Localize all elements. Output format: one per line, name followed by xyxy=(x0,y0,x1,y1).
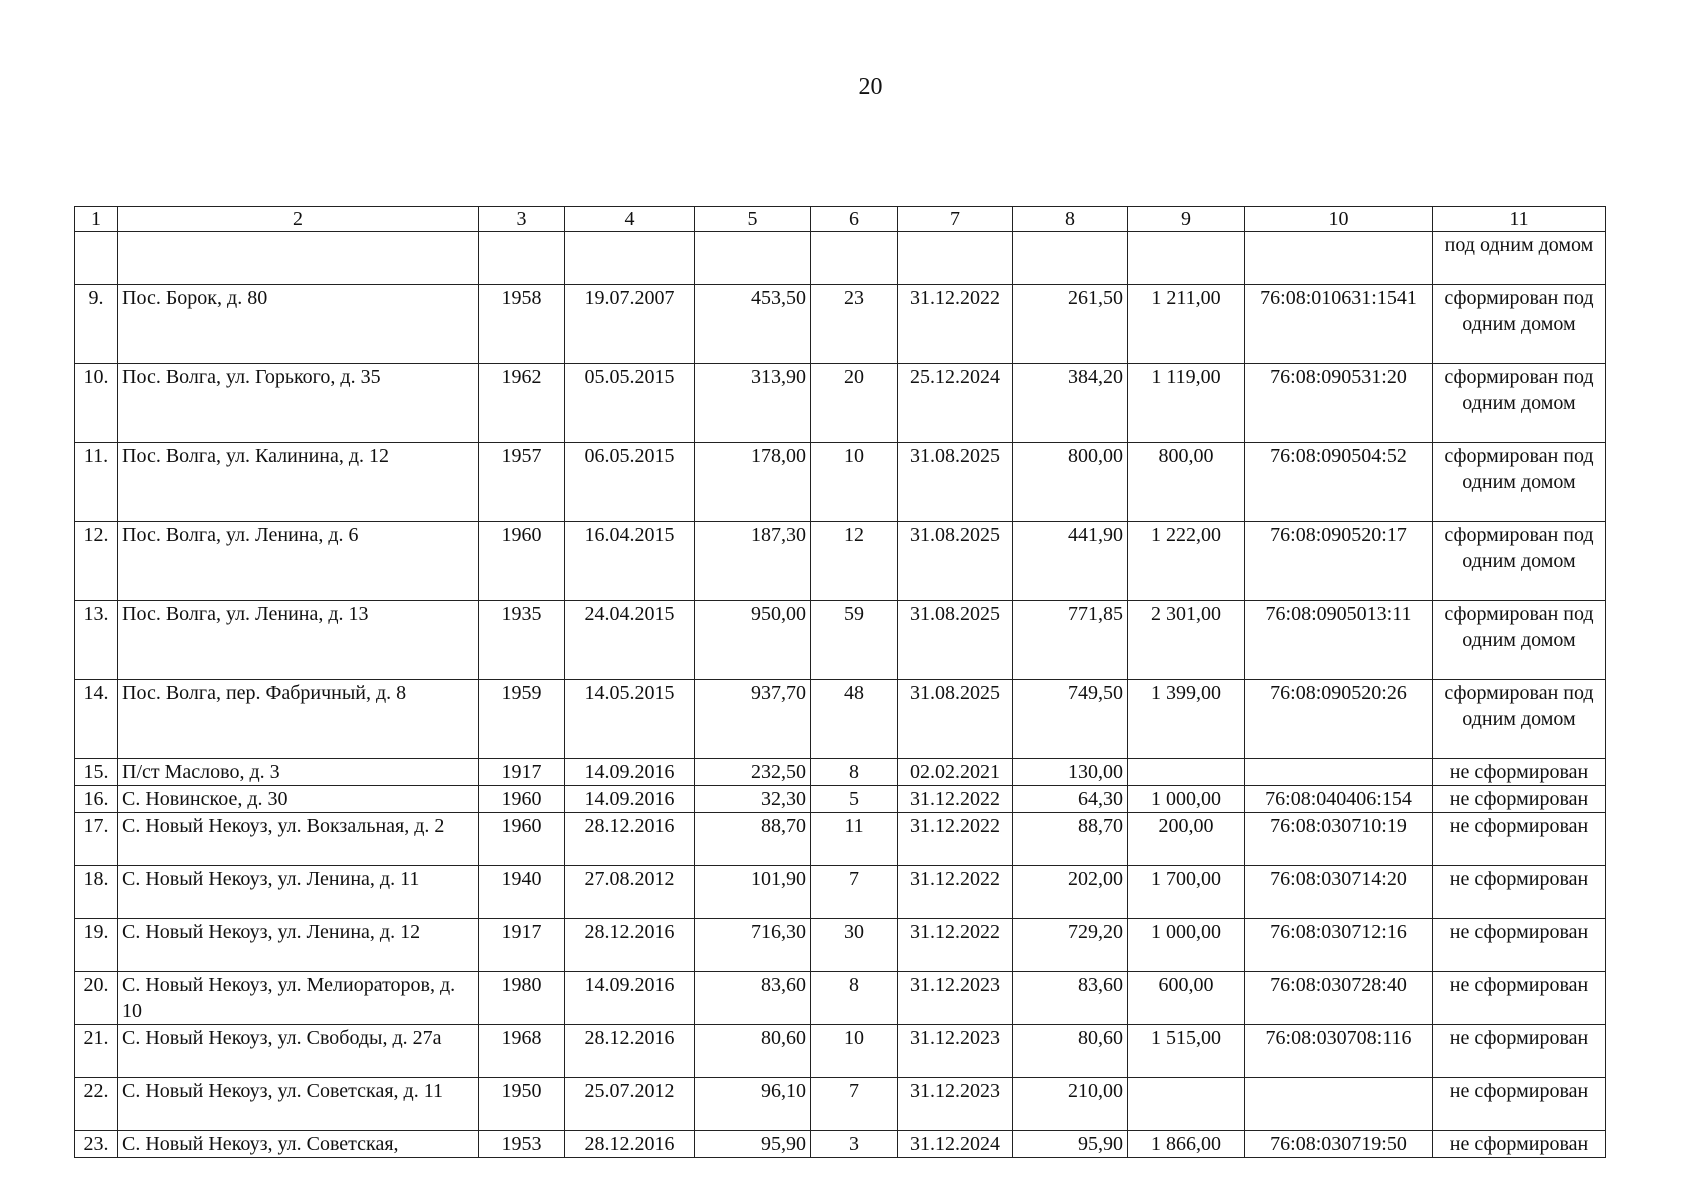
page-number: 20 xyxy=(858,74,883,100)
cell-residents: 20 xyxy=(811,364,898,443)
cell-number: 18. xyxy=(75,866,118,919)
cell-area: 101,90 xyxy=(695,866,811,919)
table-row xyxy=(75,443,1606,522)
cell-land-area: 1 119,00 xyxy=(1128,364,1245,443)
table-row xyxy=(75,680,1606,759)
cell-area: 950,00 xyxy=(695,601,811,680)
table-row xyxy=(75,522,1606,601)
column-header-7: 7 xyxy=(898,207,1013,232)
cell-area: 716,30 xyxy=(695,919,811,972)
cell-cadastral-number: 76:08:030712:16 xyxy=(1245,919,1433,972)
cell-year: 1953 xyxy=(479,1131,565,1158)
column-header-5: 5 xyxy=(695,207,811,232)
cell-address: С. Новый Некоуз, ул. Ленина, д. 12 xyxy=(118,919,479,972)
cell-year: 1968 xyxy=(479,1025,565,1078)
cell-land-area: 1 866,00 xyxy=(1128,1131,1245,1158)
cell-empty xyxy=(75,232,118,285)
cell-residents: 5 xyxy=(811,786,898,813)
cell-year: 1959 xyxy=(479,680,565,759)
cell-cadastral-number: 76:08:090520:26 xyxy=(1245,680,1433,759)
cell-deadline: 31.08.2025 xyxy=(898,680,1013,759)
cell-area-2: 261,50 xyxy=(1013,285,1128,364)
cell-empty xyxy=(1245,232,1433,285)
cell-area-2: 83,60 xyxy=(1013,972,1128,1025)
cell-area-2: 130,00 xyxy=(1013,759,1128,786)
cell-status: сформирован под одним домом xyxy=(1433,285,1606,364)
cell-date: 24.04.2015 xyxy=(565,601,695,680)
cell-year: 1958 xyxy=(479,285,565,364)
cell-cadastral-number: 76:08:030714:20 xyxy=(1245,866,1433,919)
cell-area: 313,90 xyxy=(695,364,811,443)
cell-deadline: 31.08.2025 xyxy=(898,522,1013,601)
cell-empty xyxy=(695,232,811,285)
cell-status: не сформирован xyxy=(1433,1025,1606,1078)
column-header-10: 10 xyxy=(1245,207,1433,232)
cell-deadline: 31.12.2022 xyxy=(898,866,1013,919)
cell-year: 1950 xyxy=(479,1078,565,1131)
cell-address: С. Новый Некоуз, ул. Мелиораторов, д. 10 xyxy=(118,972,479,1025)
data-table xyxy=(74,206,1606,1158)
cell-date: 14.09.2016 xyxy=(565,972,695,1025)
cell-residents: 3 xyxy=(811,1131,898,1158)
cell-date: 14.09.2016 xyxy=(565,786,695,813)
cell-land-area: 200,00 xyxy=(1128,813,1245,866)
cell-address: Пос. Волга, ул. Калинина, д. 12 xyxy=(118,443,479,522)
cell-area: 80,60 xyxy=(695,1025,811,1078)
cell-land-area: 1 211,00 xyxy=(1128,285,1245,364)
table-row xyxy=(75,285,1606,364)
cell-empty xyxy=(811,232,898,285)
cell-status: не сформирован xyxy=(1433,919,1606,972)
cell-status: не сформирован xyxy=(1433,972,1606,1025)
cell-residents: 7 xyxy=(811,1078,898,1131)
cell-land-area: 1 700,00 xyxy=(1128,866,1245,919)
column-header-4: 4 xyxy=(565,207,695,232)
cell-deadline: 31.08.2025 xyxy=(898,601,1013,680)
cell-address: С. Новый Некоуз, ул. Свободы, д. 27а xyxy=(118,1025,479,1078)
cell-date: 14.09.2016 xyxy=(565,759,695,786)
cell-address: Пос. Волга, пер. Фабричный, д. 8 xyxy=(118,680,479,759)
cell-year: 1962 xyxy=(479,364,565,443)
cell-year: 1917 xyxy=(479,759,565,786)
table-row xyxy=(75,813,1606,866)
cell-land-area: 800,00 xyxy=(1128,443,1245,522)
cell-cadastral-number: 76:08:090531:20 xyxy=(1245,364,1433,443)
cell-date: 06.05.2015 xyxy=(565,443,695,522)
cell-year: 1957 xyxy=(479,443,565,522)
cell-empty xyxy=(118,232,479,285)
cell-address: Пос. Волга, ул. Ленина, д. 6 xyxy=(118,522,479,601)
cell-area-2: 729,20 xyxy=(1013,919,1128,972)
cell-area-2: 210,00 xyxy=(1013,1078,1128,1131)
cell-address: Пос. Волга, ул. Горького, д. 35 xyxy=(118,364,479,443)
column-header-11: 11 xyxy=(1433,207,1606,232)
cell-number: 19. xyxy=(75,919,118,972)
cell-cadastral-number: 76:08:030719:50 xyxy=(1245,1131,1433,1158)
cell-number: 22. xyxy=(75,1078,118,1131)
cell-status: сформирован под одним домом xyxy=(1433,364,1606,443)
cell-date: 28.12.2016 xyxy=(565,919,695,972)
cell-deadline: 25.12.2024 xyxy=(898,364,1013,443)
cell-area: 95,90 xyxy=(695,1131,811,1158)
cell-land-area: 1 222,00 xyxy=(1128,522,1245,601)
header-row xyxy=(75,207,1606,232)
cell-address: С. Новый Некоуз, ул. Вокзальная, д. 2 xyxy=(118,813,479,866)
cell-number: 16. xyxy=(75,786,118,813)
cell-status: не сформирован xyxy=(1433,813,1606,866)
cell-status: не сформирован xyxy=(1433,759,1606,786)
cell-status: сформирован под одним домом xyxy=(1433,443,1606,522)
cell-address: С. Новый Некоуз, ул. Ленина, д. 11 xyxy=(118,866,479,919)
cell-cadastral-number: 76:08:090504:52 xyxy=(1245,443,1433,522)
cell-area-2: 749,50 xyxy=(1013,680,1128,759)
cell-deadline: 31.12.2022 xyxy=(898,285,1013,364)
cell-deadline: 31.12.2023 xyxy=(898,972,1013,1025)
cell-address: С. Новинское, д. 30 xyxy=(118,786,479,813)
cell-address: П/ст Маслово, д. 3 xyxy=(118,759,479,786)
cell-cadastral-number: 76:08:090520:17 xyxy=(1245,522,1433,601)
cell-date: 28.12.2016 xyxy=(565,1025,695,1078)
cell-year: 1960 xyxy=(479,786,565,813)
column-header-8: 8 xyxy=(1013,207,1128,232)
cell-number: 23. xyxy=(75,1131,118,1158)
cell-land-area xyxy=(1128,1078,1245,1131)
cell-area: 83,60 xyxy=(695,972,811,1025)
cell-deadline: 31.12.2024 xyxy=(898,1131,1013,1158)
cell-date: 28.12.2016 xyxy=(565,813,695,866)
cell-area-2: 64,30 xyxy=(1013,786,1128,813)
cell-empty xyxy=(1013,232,1128,285)
cell-area: 453,50 xyxy=(695,285,811,364)
cell-year: 1960 xyxy=(479,813,565,866)
table-row xyxy=(75,786,1606,813)
cell-status: сформирован под одним домом xyxy=(1433,522,1606,601)
cell-land-area: 600,00 xyxy=(1128,972,1245,1025)
cell-number: 15. xyxy=(75,759,118,786)
cell-cadastral-number: 76:08:030728:40 xyxy=(1245,972,1433,1025)
cell-land-area: 1 399,00 xyxy=(1128,680,1245,759)
cell-cadastral-number: 76:08:010631:1541 xyxy=(1245,285,1433,364)
cell-deadline: 31.12.2022 xyxy=(898,919,1013,972)
cell-date: 19.07.2007 xyxy=(565,285,695,364)
cell-status: сформирован под одним домом xyxy=(1433,680,1606,759)
table-row xyxy=(75,759,1606,786)
cell-deadline: 31.12.2023 xyxy=(898,1025,1013,1078)
table-row xyxy=(75,364,1606,443)
cell-area: 88,70 xyxy=(695,813,811,866)
cell-number: 13. xyxy=(75,601,118,680)
cell-area: 937,70 xyxy=(695,680,811,759)
cell-number: 21. xyxy=(75,1025,118,1078)
cell-status: под одним домом xyxy=(1433,232,1606,285)
cell-year: 1960 xyxy=(479,522,565,601)
cell-status: не сформирован xyxy=(1433,866,1606,919)
cell-date: 25.07.2012 xyxy=(565,1078,695,1131)
table-row xyxy=(75,601,1606,680)
cell-status: не сформирован xyxy=(1433,1078,1606,1131)
cell-residents: 48 xyxy=(811,680,898,759)
cell-empty xyxy=(898,232,1013,285)
table-row xyxy=(75,1078,1606,1131)
cell-cadastral-number: 76:08:030710:19 xyxy=(1245,813,1433,866)
table-row xyxy=(75,1025,1606,1078)
cell-residents: 30 xyxy=(811,919,898,972)
cell-area-2: 441,90 xyxy=(1013,522,1128,601)
column-header-9: 9 xyxy=(1128,207,1245,232)
cell-deadline: 31.08.2025 xyxy=(898,443,1013,522)
cell-area-2: 384,20 xyxy=(1013,364,1128,443)
cell-cadastral-number xyxy=(1245,759,1433,786)
cell-status: сформирован под одним домом xyxy=(1433,601,1606,680)
cell-number: 17. xyxy=(75,813,118,866)
cell-year: 1935 xyxy=(479,601,565,680)
cell-residents: 10 xyxy=(811,1025,898,1078)
cell-number: 11. xyxy=(75,443,118,522)
cell-date: 16.04.2015 xyxy=(565,522,695,601)
cell-deadline: 31.12.2022 xyxy=(898,786,1013,813)
cell-deadline: 31.12.2023 xyxy=(898,1078,1013,1131)
cell-area: 32,30 xyxy=(695,786,811,813)
cell-number: 10. xyxy=(75,364,118,443)
cell-residents: 11 xyxy=(811,813,898,866)
cell-residents: 10 xyxy=(811,443,898,522)
continuation-row xyxy=(75,232,1606,285)
cell-area-2: 80,60 xyxy=(1013,1025,1128,1078)
cell-land-area: 1 000,00 xyxy=(1128,786,1245,813)
cell-status: не сформирован xyxy=(1433,786,1606,813)
cell-number: 9. xyxy=(75,285,118,364)
table-row xyxy=(75,972,1606,1025)
cell-number: 12. xyxy=(75,522,118,601)
cell-empty xyxy=(479,232,565,285)
cell-area-2: 95,90 xyxy=(1013,1131,1128,1158)
cell-residents: 8 xyxy=(811,759,898,786)
cell-land-area: 1 515,00 xyxy=(1128,1025,1245,1078)
cell-area-2: 88,70 xyxy=(1013,813,1128,866)
cell-residents: 12 xyxy=(811,522,898,601)
column-header-3: 3 xyxy=(479,207,565,232)
column-header-2: 2 xyxy=(118,207,479,232)
cell-residents: 23 xyxy=(811,285,898,364)
cell-address: С. Новый Некоуз, ул. Советская, д. 11 xyxy=(118,1078,479,1131)
cell-residents: 8 xyxy=(811,972,898,1025)
cell-land-area xyxy=(1128,759,1245,786)
cell-area-2: 800,00 xyxy=(1013,443,1128,522)
cell-area-2: 202,00 xyxy=(1013,866,1128,919)
table-row xyxy=(75,866,1606,919)
cell-address: Пос. Волга, ул. Ленина, д. 13 xyxy=(118,601,479,680)
cell-status: не сформирован xyxy=(1433,1131,1606,1158)
cell-area: 96,10 xyxy=(695,1078,811,1131)
table-row xyxy=(75,919,1606,972)
cell-number: 14. xyxy=(75,680,118,759)
cell-year: 1940 xyxy=(479,866,565,919)
cell-number: 20. xyxy=(75,972,118,1025)
cell-address: Пос. Борок, д. 80 xyxy=(118,285,479,364)
cell-deadline: 02.02.2021 xyxy=(898,759,1013,786)
cell-address: С. Новый Некоуз, ул. Советская, xyxy=(118,1131,479,1158)
cell-date: 14.05.2015 xyxy=(565,680,695,759)
cell-area: 187,30 xyxy=(695,522,811,601)
column-header-1: 1 xyxy=(75,207,118,232)
cell-year: 1980 xyxy=(479,972,565,1025)
cell-empty xyxy=(565,232,695,285)
cell-deadline: 31.12.2022 xyxy=(898,813,1013,866)
cell-land-area: 1 000,00 xyxy=(1128,919,1245,972)
column-header-6: 6 xyxy=(811,207,898,232)
cell-cadastral-number: 76:08:0905013:11 xyxy=(1245,601,1433,680)
cell-cadastral-number: 76:08:030708:116 xyxy=(1245,1025,1433,1078)
cell-area: 232,50 xyxy=(695,759,811,786)
cell-cadastral-number xyxy=(1245,1078,1433,1131)
cell-date: 05.05.2015 xyxy=(565,364,695,443)
cell-year: 1917 xyxy=(479,919,565,972)
cell-date: 27.08.2012 xyxy=(565,866,695,919)
cell-residents: 7 xyxy=(811,866,898,919)
table-row xyxy=(75,1131,1606,1158)
cell-residents: 59 xyxy=(811,601,898,680)
cell-empty xyxy=(1128,232,1245,285)
cell-area: 178,00 xyxy=(695,443,811,522)
cell-land-area: 2 301,00 xyxy=(1128,601,1245,680)
cell-area-2: 771,85 xyxy=(1013,601,1128,680)
cell-cadastral-number: 76:08:040406:154 xyxy=(1245,786,1433,813)
cell-date: 28.12.2016 xyxy=(565,1131,695,1158)
